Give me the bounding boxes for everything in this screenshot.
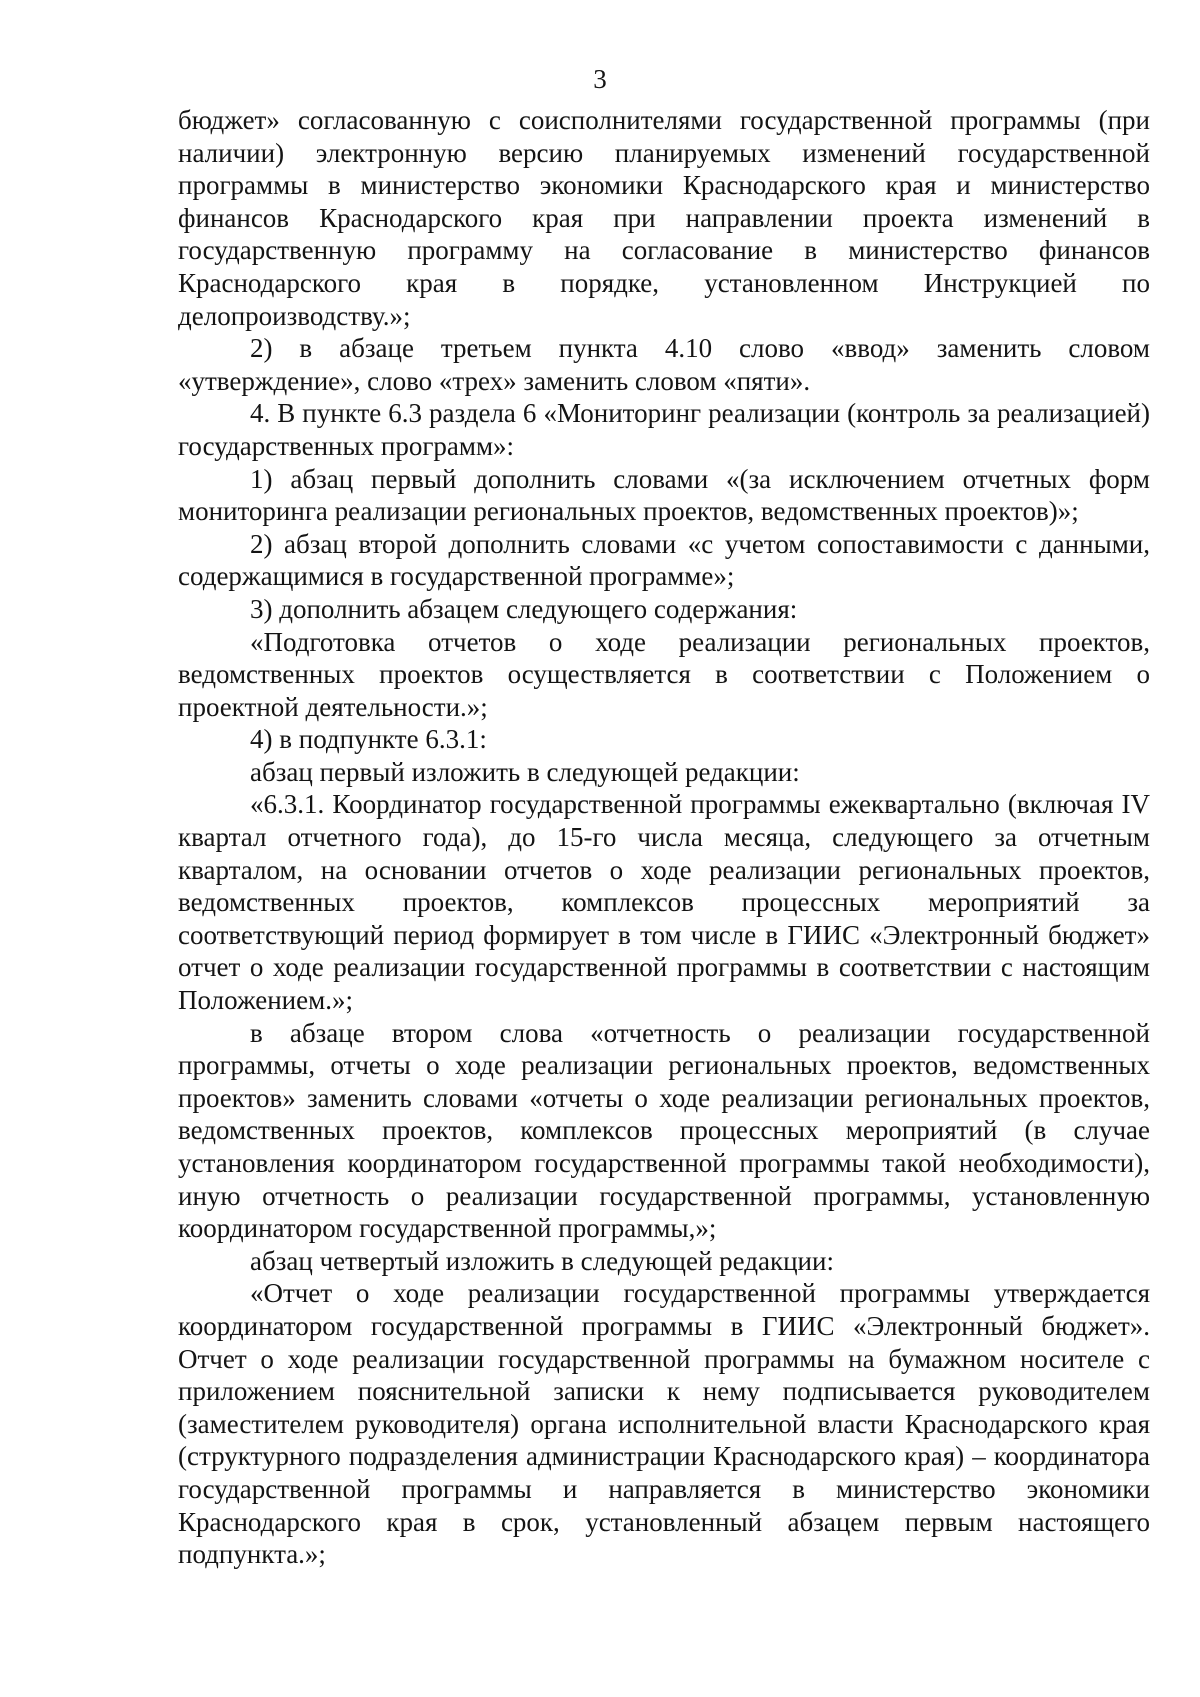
- paragraph-quote-reports: «Подготовка отчетов о ходе реализации региональных проектов, ведомственных проектов осуществляется в соответствии с Положением о проектной деятельности.»;: [178, 626, 1150, 722]
- paragraph-subitem-3: 3) дополнить абзацем следующего содержания:: [250, 593, 798, 624]
- page-number: 3: [593, 64, 607, 94]
- paragraph-second-abzac-words: в абзаце втором слова «отчетность о реализации государственной программы, отчеты о ходе реализации региональных проектов, ведомственных проектов» заменить словами «отчеты о ходе реализации региональных проектов, ведомственных проектов, комплексов процессных мероприятий (в случае установления координатором государственной программы такой необходимости), иную отчетность о реализации государственной программы, установленную координатором государственной программы,»;: [178, 1017, 1150, 1244]
- document-body: [178, 104, 1150, 1571]
- paragraph-continuation: бюджет» согласованную с соисполнителями государственной программы (при наличии) электронную версию планируемых изменений государственной программы в министерство экономики Краснодарского края и министерство финансов Краснодарского края при направлении проекта изменений в государственную программу на согласование в министерство финансов Краснодарского края в порядке, установленном Инструкцией по делопроизводству.»;: [178, 105, 1150, 331]
- paragraph-item-4-section-6: 4. В пункте 6.3 раздела 6 «Мониторинг реализации (контроль за реализацией) государственных программ»:: [178, 398, 1150, 461]
- paragraph-fourth-abzac-edit: абзац четвертый изложить в следующей редакции:: [250, 1245, 834, 1276]
- paragraph-item-2-clause-4-10: 2) в абзаце третьем пункта 4.10 слово «ввод» заменить словом «утверждение», слово «трех» заменить словом «пяти».: [178, 333, 1150, 396]
- paragraph-first-abzac-edit: абзац первый изложить в следующей редакции:: [250, 756, 800, 787]
- paragraph-subitem-4: 4) в подпункте 6.3.1:: [250, 724, 487, 755]
- paragraph-subitem-2: 2) абзац второй дополнить словами «с учетом сопоставимости с данными, содержащимися в государственной программе»;: [178, 528, 1150, 592]
- paragraph-quote-6-3-1: «6.3.1. Координатор государственной программы ежеквартально (включая IV квартал отчетного года), до 15-го числа месяца, следующего за отчетным кварталом, на основании отчетов о ходе реализации региональных проектов, ведомственных проектов, комплексов процессных мероприятий за соответствующий период формирует в том числе в ГИИС «Электронный бюджет» отчет о ходе реализации государственной программы в соответствии с настоящим Положением.»;: [178, 789, 1150, 1016]
- paragraph-subitem-1: 1) абзац первый дополнить словами «(за исключением отчетных форм мониторинга реализации региональных проектов, ведомственных проектов)»;: [178, 463, 1150, 527]
- paragraph-quote-report-approval: «Отчет о ходе реализации государственной программы утверждается координатором государственной программы в ГИИС «Электронный бюджет». Отчет о ходе реализации государственной программы на бумажном носителе с приложением пояснительной записки к нему подписывается руководителем (заместителем руководителя) органа исполнительной власти Краснодарского края (структурного подразделения администрации Краснодарского края) – координатора государственной программы и направляется в министерство экономики Краснодарского края в срок, установленный абзацем первым настоящего подпункта.»;: [178, 1278, 1150, 1570]
